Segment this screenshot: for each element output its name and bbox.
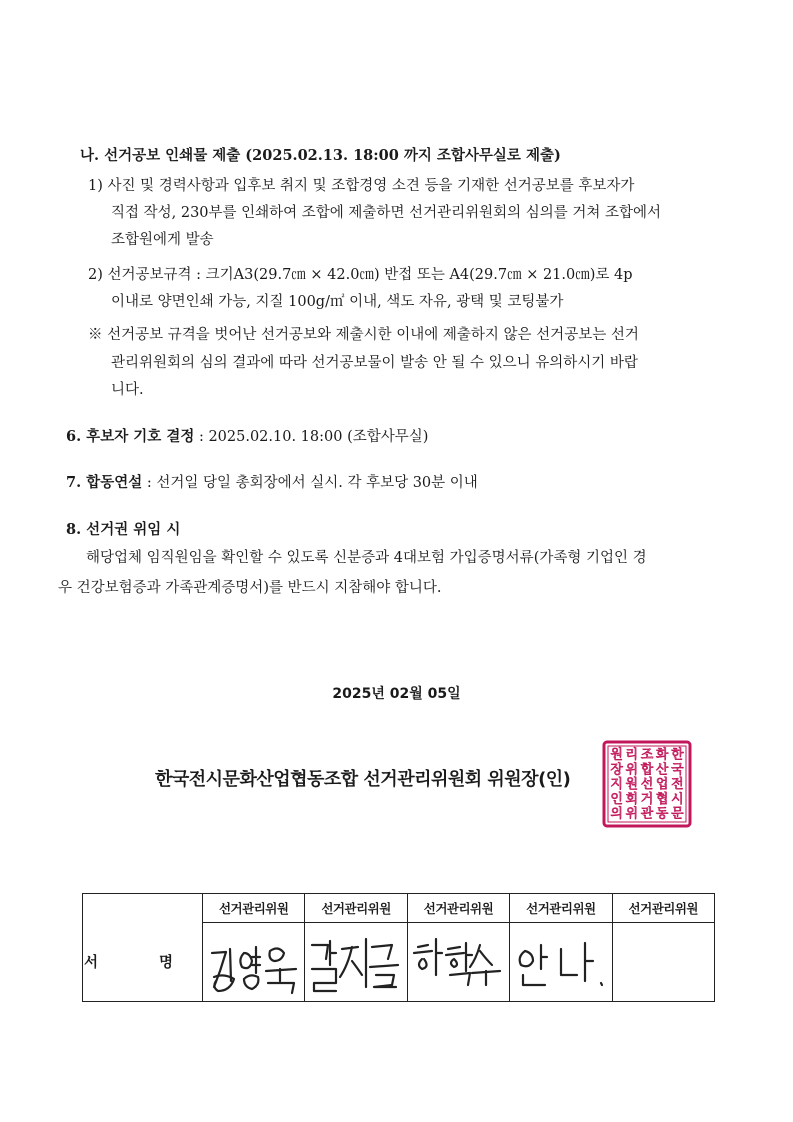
section6 — [66, 425, 428, 446]
signature-cell-3 — [407, 923, 509, 1002]
seal-glyph: 국 — [671, 762, 684, 778]
seal-glyph: 관 — [640, 806, 654, 822]
section-na-title: 나. 선거공보 인쇄물 제출 (2025.02.13. 18:00 까지 조합사무실로 제출) — [80, 147, 561, 164]
seal-glyph: 인 — [610, 791, 623, 807]
seal-glyph: 위 — [625, 762, 639, 778]
section8-line1: 해당업체 임직원임을 확인할 수 있도록 신분증과 4대보험 가입증명서류(가족형 기업인 경 — [86, 550, 647, 566]
item1-line3: 조합원에게 발송 — [111, 232, 214, 248]
signature-table — [82, 893, 715, 1002]
signature-row-label: 서 명 — [83, 923, 203, 1002]
section6-text: : 2025.02.10. 18:00 (조합사무실) — [194, 429, 429, 445]
item1-line1: 1) 사진 및 경력사항과 입후보 취지 및 조합경영 소견 등을 기재한 선거공보를 후보자가 — [88, 178, 635, 194]
seal-glyph: 업 — [655, 777, 669, 793]
seal-icon — [602, 740, 692, 828]
seal-glyph: 선 — [640, 777, 654, 793]
section7-label: 7. 합동연설 — [66, 474, 143, 491]
seal-glyph: 장 — [610, 762, 623, 778]
column-header: 선거관리위원 — [510, 894, 612, 923]
handwritten-signature-2 — [306, 925, 406, 999]
seal-glyph: 전 — [671, 777, 684, 793]
seal-glyph: 조 — [640, 747, 654, 763]
item1-line2: 직접 작성, 230부를 인쇄하여 조합에 제출하면 선거관리위원회의 심의를 거쳐 조합에서 — [111, 205, 662, 221]
table-corner-cell — [83, 894, 203, 923]
seal-glyph: 화 — [655, 747, 669, 763]
item2-line2: 이내로 양면인쇄 가능, 지질 100g/㎡ 이내, 색도 자유, 광택 및 코팅불가 — [111, 294, 564, 310]
seal-glyph: 위 — [625, 806, 639, 822]
seal-glyph: 원 — [610, 747, 623, 763]
column-header: 선거관리위원 — [203, 894, 305, 923]
signature-cell-1 — [203, 923, 305, 1002]
signature-cell-4 — [510, 923, 612, 1002]
handwritten-signature-4 — [511, 925, 611, 999]
organization-signature-line: 한국전시문화산업협동조합 선거관리위원회 위원장(인) — [155, 769, 571, 790]
column-header: 선거관리위원 — [612, 894, 714, 923]
seal-glyph: 원 — [625, 777, 639, 793]
column-header: 선거관리위원 — [305, 894, 407, 923]
note-line2: 관리위원회의 심의 결과에 따라 선거공보물이 발송 안 될 수 있으니 유의하시기 바랍 — [111, 355, 638, 371]
seal-glyph: 회 — [625, 791, 639, 807]
note-line1: ※ 선거공보 규격을 벗어난 선거공보와 제출시한 이내에 제출하지 않은 선거공보는 선거 — [88, 327, 639, 343]
seal-glyph: 한 — [671, 747, 684, 763]
section8-line2: 우 건강보험증과 가족관계증명서)를 반드시 지참해야 합니다. — [58, 580, 442, 596]
handwritten-signature-1 — [204, 925, 304, 999]
seal-glyph: 동 — [655, 806, 669, 822]
seal-glyph: 협 — [655, 791, 669, 807]
note-line3: 니다. — [111, 382, 144, 398]
item2-line1: 2) 선거공보규격 : 크기A3(29.7㎝ × 42.0㎝) 반접 또는 A4(29.7㎝ × 21.0㎝)로 4p — [88, 267, 633, 283]
official-seal-stamp — [602, 740, 692, 828]
seal-glyph: 산 — [655, 762, 669, 778]
seal-glyph: 거 — [640, 791, 654, 807]
column-header: 선거관리위원 — [407, 894, 509, 923]
seal-glyph: 의 — [610, 806, 623, 822]
seal-glyph: 문 — [671, 806, 684, 822]
seal-glyph: 시 — [671, 791, 684, 807]
signature-cell-2 — [305, 923, 407, 1002]
seal-glyph: 지 — [610, 777, 623, 793]
handwritten-signature-3 — [408, 925, 508, 999]
signature-cell-5 — [612, 923, 714, 1002]
document-date: 2025년 02월 05일 — [332, 686, 461, 702]
seal-glyph: 리 — [625, 747, 639, 763]
section6-label: 6. 후보자 기호 결정 — [66, 428, 195, 445]
section7 — [66, 471, 478, 492]
section8-label: 8. 선거권 위임 시 — [66, 521, 181, 538]
section7-text: : 선거일 당일 총회장에서 실시. 각 후보당 30분 이내 — [142, 475, 478, 491]
seal-glyph: 합 — [640, 762, 654, 778]
